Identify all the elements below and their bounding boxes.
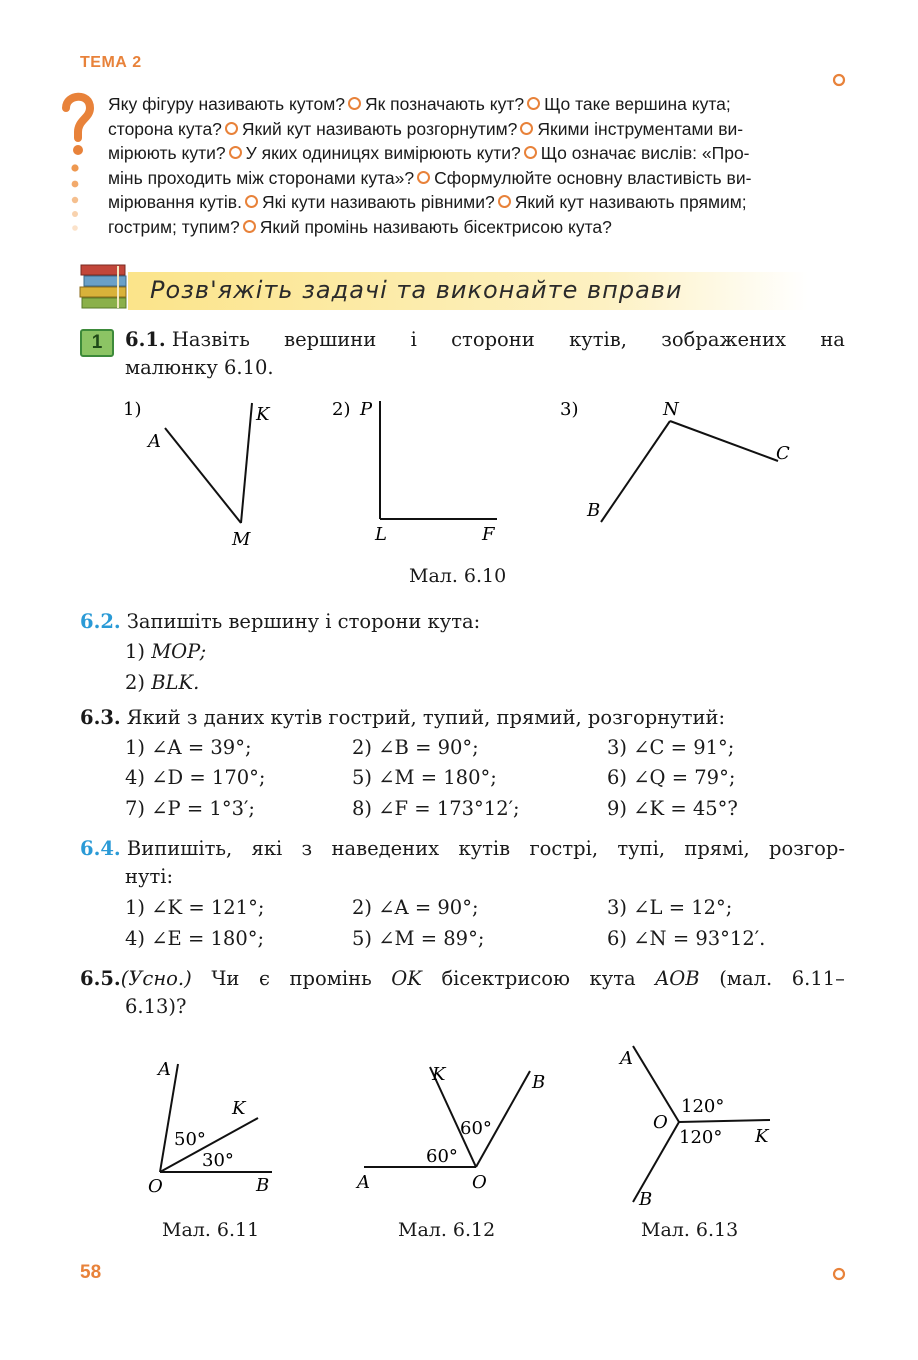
svg-text:O: O [472,1172,487,1193]
fig610-label-p: P [360,399,373,420]
ex62-item-2: 2) BLK. [125,671,200,694]
ex64-line2: нуті: [125,865,174,888]
fig610-label-b: B [587,500,601,521]
fig610-ray-mk [241,403,252,523]
ex65-line2: 6.13)? [125,995,187,1018]
ex61-line1: 6.1. Назвіть вершини і сторони кутів, зображених на [125,328,845,351]
ex64-number: 6.4. [80,837,121,860]
fig610-label-k: K [256,404,270,425]
question-line-1: Яку фігуру називають кутом? Як позначають кут? Що таке вершина кута; [108,94,731,114]
section-title: Розв'яжіть задачі та виконайте вправи [150,276,683,304]
ex62-item-1: 1) MOP; [125,640,207,663]
svg-text:K: K [755,1126,769,1147]
figure-6-10 [110,395,810,560]
ex64-item-1: 1) ∠K = 121°; [125,896,265,919]
question-mark-icon [58,88,98,238]
ring-bullet-icon [520,122,533,135]
fig610-label-c: C [776,443,790,464]
page-number: 58 [80,1262,102,1283]
question-line-5: мірювання кутів. Які кути називають рівними? Який кут називають прямим; [108,192,747,212]
fig610-label-f: F [482,524,495,545]
ring-bullet-icon [527,97,540,110]
fig610-label-m: M [232,529,251,550]
ring-bullet-icon [524,146,537,159]
fig610-item-3: 3) [560,399,579,420]
caption-6-12: Мал. 6.12 [398,1219,496,1241]
svg-text:A: A [158,1059,171,1080]
ex64-line1: 6.4. Випишіть, які з наведених кутів гострі, тупі, прямі, розгор- [80,837,845,860]
fig610-label-n: N [663,399,679,420]
svg-text:A: A [357,1172,370,1193]
question-line-3: мірюють кути? У яких одиницях вимірюють кути? Що означає вислів: «Про- [108,143,750,163]
ex64-item-5: 5) ∠M = 89°; [352,927,485,950]
caption-6-13: Мал. 6.13 [641,1219,739,1241]
ring-bullet-icon [225,122,238,135]
ex65-number: 6.5. [80,967,121,990]
fig610-label-a: A [148,431,161,452]
ring-bullet-icon [498,195,511,208]
ring-bullet-icon [417,171,430,184]
ring-bullet-icon [229,146,242,159]
ex63-item-9: 9) ∠K = 45°? [607,797,738,820]
ex62-number: 6.2. [80,610,121,633]
ring-bullet-icon [348,97,361,110]
svg-text:B: B [532,1072,546,1093]
svg-text:A: A [620,1048,633,1069]
ex63-item-3: 3) ∠C = 91°; [607,736,735,759]
figure-6-11 [140,1050,300,1200]
ex64-item-2: 2) ∠A = 90°; [352,896,479,919]
ring-bullet-icon [243,220,256,233]
ex61-line2: малюнку 6.10. [125,356,274,379]
ex63-item-5: 5) ∠M = 180°; [352,766,497,789]
fig610-item-2: 2) [332,399,351,420]
footer-rule [150,1266,850,1282]
topic-label: ТЕМА 2 [80,54,142,71]
ex63-item-4: 4) ∠D = 170°; [125,766,266,789]
fig610-item-1: 1) [123,399,142,420]
ex65-line1: 6.5.(Усно.) Чи є промінь OK бісектрисою кута AOB (мал. 6.11– [80,967,845,990]
svg-text:60°: 60° [426,1146,458,1167]
ex61-number: 6.1. [125,328,166,351]
ex63-number: 6.3. [80,706,121,729]
ring-bullet-icon [245,195,258,208]
svg-text:O: O [148,1176,163,1197]
ex63-item-2: 2) ∠B = 90°; [352,736,479,759]
ex63-item-6: 6) ∠Q = 79°; [607,766,736,789]
ex63-item-7: 7) ∠P = 1°3′; [125,797,255,820]
figure-6-13 [605,1040,795,1210]
question-line-4: мінь проходить між сторонами кута»? Сформулюйте основну властивість ви- [108,167,752,188]
ex64-item-6: 6) ∠N = 93°12′. [607,927,766,950]
ex63-item-8: 8) ∠F = 173°12′; [352,797,520,820]
figure-6-12 [350,1055,570,1200]
header-rule [80,72,850,88]
svg-text:B: B [639,1189,653,1210]
svg-text:B: B [256,1175,270,1196]
fig610-ray-nb [601,421,670,522]
svg-text:120°: 120° [679,1127,723,1148]
fig610-ray-nc [670,421,778,461]
svg-text:30°: 30° [202,1150,234,1171]
fig610-ray-ma [165,428,241,523]
svg-text:K: K [232,1098,246,1119]
ex64-item-3: 3) ∠L = 12°; [607,896,733,919]
svg-text:60°: 60° [460,1118,492,1139]
books-icon [78,262,132,314]
caption-6-10: Мал. 6.10 [409,565,507,587]
svg-text:K: K [432,1064,446,1085]
question-line-2: сторона кута? Який кут називають розгорнутим? Якими інструментами ви- [108,118,744,139]
ex64-item-4: 4) ∠E = 180°; [125,927,265,950]
caption-6-11: Мал. 6.11 [162,1219,260,1241]
fig610-label-l: L [375,524,387,545]
ex63-title-line: 6.3. Який з даних кутів гострий, тупий, прямий, розгорнутий: [80,706,726,729]
ex63-item-1: 1) ∠A = 39°; [125,736,252,759]
svg-text:O: O [653,1112,668,1133]
ex62-title-line: 6.2. Запишіть вершину і сторони кута: [80,610,481,633]
svg-text:120°: 120° [681,1096,725,1117]
level-badge: 1 [80,329,114,357]
question-line-6: гострим; тупим? Який промінь називають бісектрисою кута? [108,216,612,237]
svg-text:50°: 50° [174,1129,206,1150]
